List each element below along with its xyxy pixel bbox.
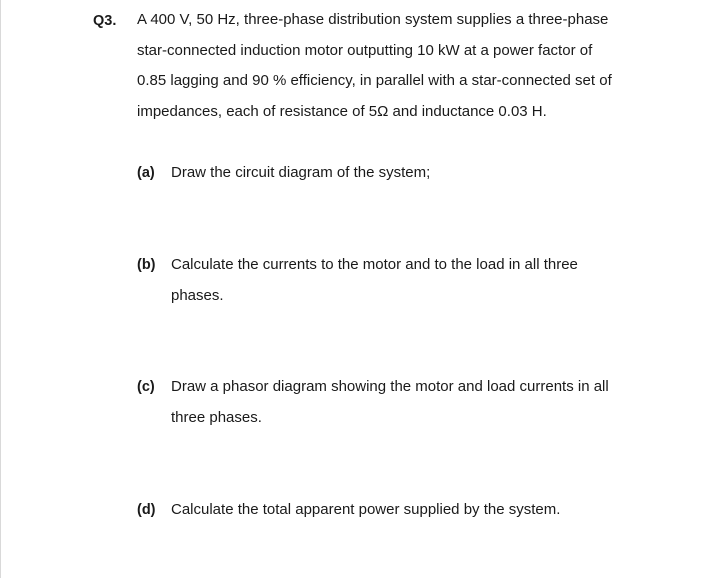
stem-line: 0.85 lagging and 90 % efficiency, in parallel with a star-connected set of (137, 72, 612, 89)
part-line: Calculate the currents to the motor and to the load in all three (171, 256, 578, 273)
part-line: Calculate the total apparent power supplied by the system. (171, 501, 561, 518)
stem-line: A 400 V, 50 Hz, three-phase distribution system supplies a three-phase (137, 11, 609, 28)
part-text (171, 501, 691, 519)
part-line: three phases. (171, 408, 262, 426)
question-stem (137, 11, 697, 121)
question-number: Q3. (93, 13, 117, 29)
stem-line: impedances, each of resistance of 5Ω and inductance 0.03 H. (137, 102, 547, 120)
part-text (171, 164, 691, 182)
part-label: (b) (137, 257, 156, 273)
part-line: Draw a phasor diagram showing the motor and load currents in all (171, 378, 609, 395)
stem-line: star-connected induction motor outputting 10 kW at a power factor of (137, 41, 593, 59)
part-label: (c) (137, 379, 155, 395)
part-text (171, 256, 691, 305)
part-line: phases. (171, 286, 224, 304)
part-line: Draw the circuit diagram of the system; (171, 164, 431, 181)
part-text (171, 378, 691, 427)
part-label: (a) (137, 165, 155, 181)
part-label: (d) (137, 502, 156, 518)
